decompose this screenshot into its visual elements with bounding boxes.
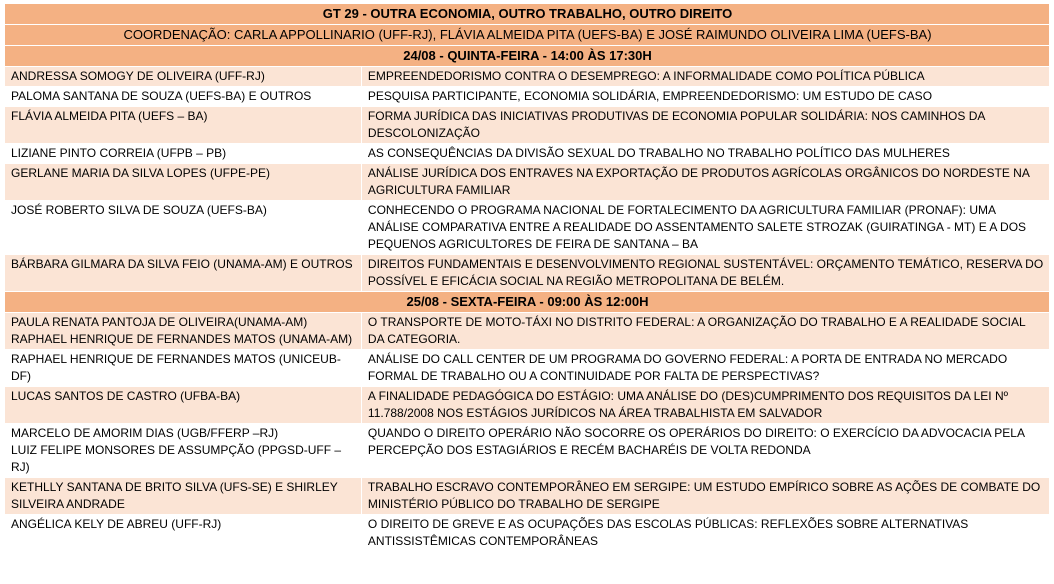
author-name: FLÁVIA ALMEIDA PITA (UEFS – BA) [11,109,208,123]
session-header-row [5,46,1050,67]
table-row [5,424,1050,478]
paper-title-cell: CONHECENDO O PROGRAMA NACIONAL DE FORTALECIMENTO DA AGRICULTURA FAMILIAR (PRONAF): UMA ANÁLISE COMPARATIVA ENTRE A REALIDADE DO ASSENTAMENTO SALETE STROZAK (GUIRATINGA - MT) E A DOS PEQUENOS AGRICULTORES DE FEIRA DE SANTANA – BA [361,201,1049,255]
paper-title-cell: A FINALIDADE PEDAGÓGICA DO ESTÁGIO: UMA ANÁLISE DO (DES)CUMPRIMENTO DOS REQUISITOS DA LEI Nº 11.788/2008 NOS ESTÁGIOS JURÍDICOS NA ÁREA TRABALHISTA EM SALVADOR [361,387,1049,424]
author-name: RAPHAEL HENRIQUE DE FERNANDES MATOS (UNAMA-AM) [11,332,353,346]
author-cell [5,144,362,164]
author-name: GERLANE MARIA DA SILVA LOPES (UFPE-PE) [11,166,270,180]
paper-title-cell: TRABALHO ESCRAVO CONTEMPORÂNEO EM SERGIPE: UM ESTUDO EMPÍRICO SOBRE AS AÇÕES DE COMBATE DO MINISTÉRIO PÚBLICO DO TRABALHO DE SERGIPE [361,478,1049,515]
author-name: ANDRESSA SOMOGY DE OLIVEIRA (UFF-RJ) [11,69,265,83]
group-title-row [5,4,1050,25]
author-name: LIZIANE PINTO CORREIA (UFPB – PB) [11,146,227,160]
author-name: MARCELO DE AMORIM DIAS (UGB/FFERP –RJ) [11,426,279,440]
group-title: GT 29 - OUTRA ECONOMIA, OUTRO TRABALHO, OUTRO DIREITO [5,4,1050,25]
author-cell [5,164,362,201]
paper-title-cell: EMPREENDEDORISMO CONTRA O DESEMPREGO: A INFORMALIDADE COMO POLÍTICA PÚBLICA [361,67,1049,87]
author-name: BÁRBARA GILMARA DA SILVA FEIO (UNAMA-AM) E OUTROS [11,257,353,271]
table-row [5,387,1050,424]
table-row [5,67,1050,87]
schedule-body [5,4,1050,552]
author-cell [5,350,362,387]
author-cell [5,515,362,552]
author-name: PALOMA SANTANA DE SOUZA (UEFS-BA) E OUTROS [11,89,312,103]
author-cell [5,387,362,424]
table-row [5,164,1050,201]
paper-title-cell: QUANDO O DIREITO OPERÁRIO NÃO SOCORRE OS OPERÁRIOS DO DIREITO: O EXERCÍCIO DA ADVOCACIA PELA PERCEPÇÃO DOS ESTAGIÁRIOS E RECÉM BACHARÉIS DE VOLTA REDONDA [361,424,1049,478]
paper-title-cell: DIREITOS FUNDAMENTAIS E DESENVOLVIMENTO REGIONAL SUSTENTÁVEL: ORÇAMENTO TEMÁTICO, RESERVA DO POSSÍVEL E EFICÁCIA SOCIAL NA REGIÃO METROPOLITANA DE BELÉM. [361,255,1049,292]
author-name: PAULA RENATA PANTOJA DE OLIVEIRA(UNAMA-AM) [11,315,308,329]
author-cell [5,107,362,144]
table-row [5,350,1050,387]
author-cell [5,478,362,515]
paper-title-cell: AS CONSEQUÊNCIAS DA DIVISÃO SEXUAL DO TRABALHO NO TRABALHO POLÍTICO DAS MULHERES [361,144,1049,164]
table-row [5,313,1050,350]
author-name: ANGÉLICA KELY DE ABREU (UFF-RJ) [11,517,222,531]
table-row [5,478,1050,515]
paper-title-cell: O TRANSPORTE DE MOTO-TÁXI NO DISTRITO FEDERAL: A ORGANIZAÇÃO DO TRABALHO E A REALIDADE SOCIAL DA CATEGORIA. [361,313,1049,350]
author-name: RAPHAEL HENRIQUE DE FERNANDES MATOS (UNICEUB-DF) [11,352,341,383]
table-row [5,107,1050,144]
paper-title-cell: PESQUISA PARTICIPANTE, ECONOMIA SOLIDÁRIA, EMPREENDEDORISMO: UM ESTUDO DE CASO [361,87,1049,107]
author-cell [5,67,362,87]
session-date-label: 25/08 - SEXTA-FEIRA - 09:00 ÀS 12:00H [5,292,1050,313]
table-row [5,87,1050,107]
table-row [5,255,1050,292]
table-row [5,515,1050,552]
author-name: LUCAS SANTOS DE CASTRO (UFBA-BA) [11,389,241,403]
author-cell [5,87,362,107]
author-name: LUIZ FELIPE MONSORES DE ASSUMPÇÃO (PPGSD-UFF – RJ) [11,443,342,474]
paper-title-cell: FORMA JURÍDICA DAS INICIATIVAS PRODUTIVAS DE ECONOMIA POPULAR SOLIDÁRIA: NOS CAMINHOS DA DESCOLONIZAÇÃO [361,107,1049,144]
paper-title-cell: O DIREITO DE GREVE E AS OCUPAÇÕES DAS ESCOLAS PÚBLICAS: REFLEXÕES SOBRE ALTERNATIVAS ANTISSISTÊMICAS CONTEMPORÂNEAS [361,515,1049,552]
author-name: JOSÉ ROBERTO SILVA DE SOUZA (UEFS-BA) [11,203,267,217]
schedule-table [4,3,1050,552]
table-row [5,144,1050,164]
session-date-label: 24/08 - QUINTA-FEIRA - 14:00 ÀS 17:30H [5,46,1050,67]
coordination-row [5,25,1050,46]
author-cell [5,255,362,292]
author-cell [5,313,362,350]
author-cell [5,201,362,255]
session-header-row [5,292,1050,313]
author-cell [5,424,362,478]
author-name: KETHLLY SANTANA DE BRITO SILVA (UFS-SE) E SHIRLEY SILVEIRA ANDRADE [11,480,338,511]
table-row [5,201,1050,255]
paper-title-cell: ANÁLISE DO CALL CENTER DE UM PROGRAMA DO GOVERNO FEDERAL: A PORTA DE ENTRADA NO MERCADO FORMAL DE TRABALHO OU A CONTINUIDADE POR FALTA DE PERSPECTIVAS? [361,350,1049,387]
coordination-text: COORDENAÇÃO: CARLA APPOLLINARIO (UFF-RJ), FLÁVIA ALMEIDA PITA (UEFS-BA) E JOSÉ RAIMUNDO OLIVEIRA LIMA (UEFS-BA) [5,25,1050,46]
paper-title-cell: ANÁLISE JURÍDICA DOS ENTRAVES NA EXPORTAÇÃO DE PRODUTOS AGRÍCOLAS ORGÂNICOS DO NORDESTE NA AGRICULTURA FAMILIAR [361,164,1049,201]
